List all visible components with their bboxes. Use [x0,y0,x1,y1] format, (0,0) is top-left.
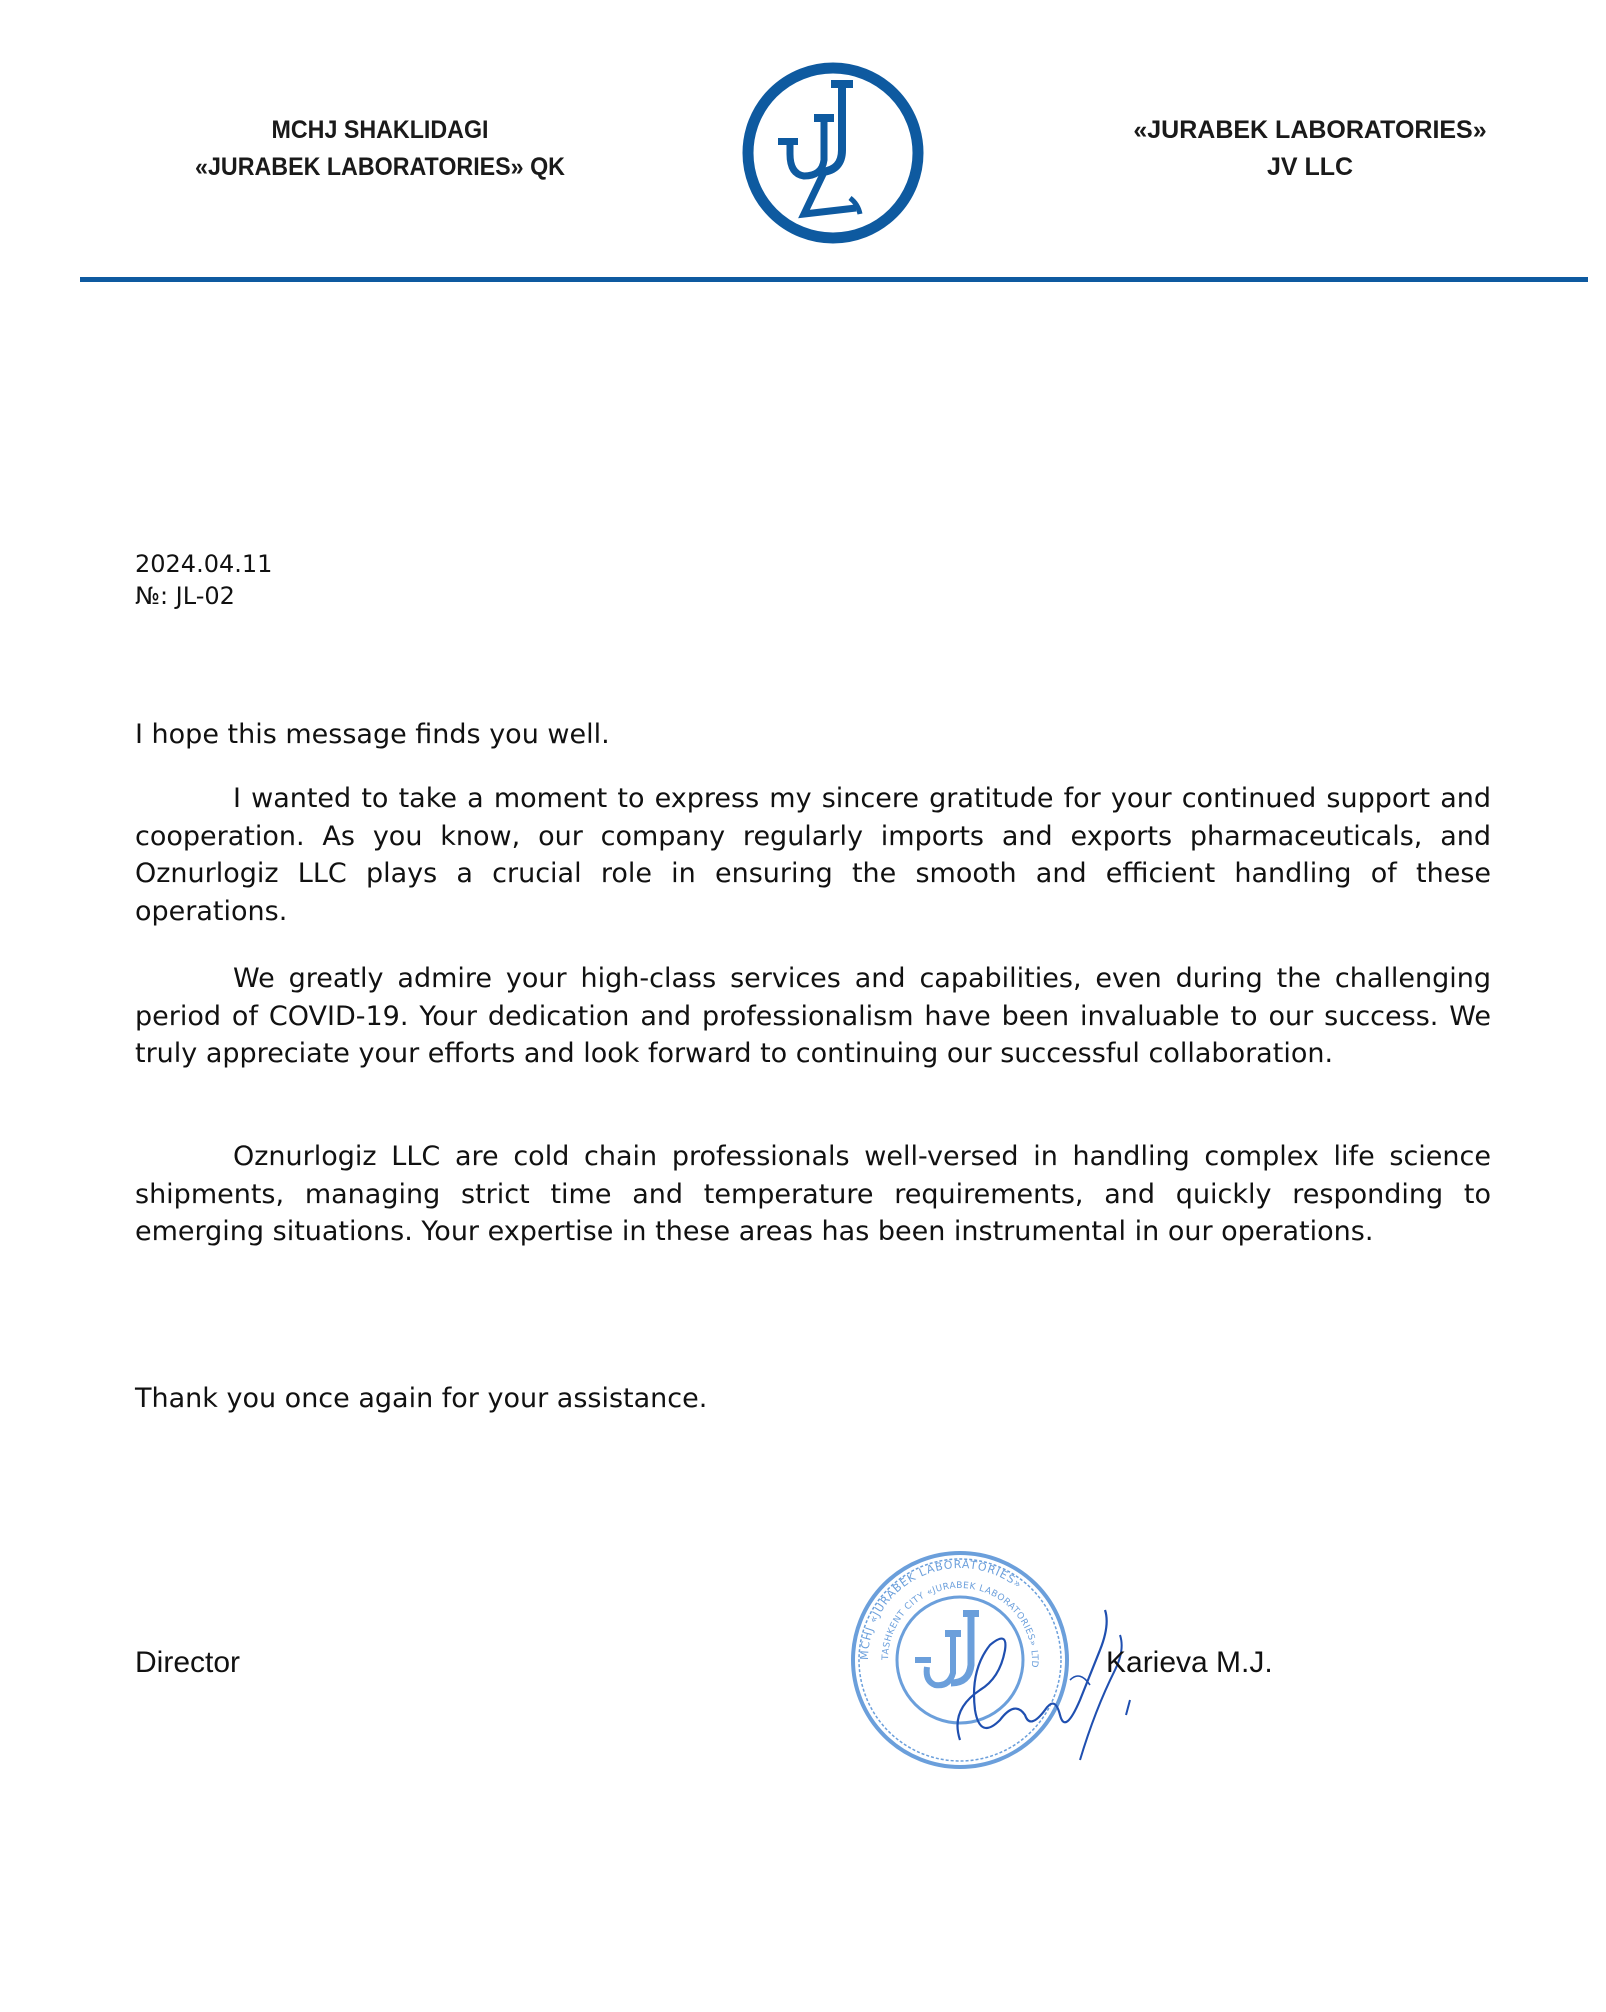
paragraph-3: Oznurlogiz LLC are cold chain professionals well-versed in handling complex life science shipments, managing strict time and temperature requirements, and quickly responding to emerging situations. Your expertise in these areas has been instrumental in our operations. [135,1141,1491,1247]
letter-number: №: JL-02 [135,582,235,610]
greeting: I hope this message finds you well. [135,719,610,750]
stamp-outer-text: MCHJ «JURABEK LABORATORIES» [857,1557,1025,1661]
letterhead-right-line1: «JURABEK LABORATORIES» [1133,116,1487,144]
closing: Thank you once again for your assistance. [135,1383,708,1414]
signatory-name: Karieva M.J. [1106,1646,1273,1679]
letterhead-left-name [148,112,613,186]
letter-meta [135,548,272,612]
letterhead-left-line2: «JURABEK LABORATORIES» QK [195,153,565,181]
letterhead-left-line1: MCHJ SHAKLIDAGI [271,116,489,144]
header-divider [80,277,1588,282]
handwritten-signature-icon [930,1590,1150,1770]
stamp-inner-text: TASHKENT CITY «JURABEK LABORATORIES» LTD [880,1580,1040,1669]
paragraph-2: We greatly admire your high-class services and capabilities, even during the challenging period of COVID-19. Your dedication and professionalism have been invaluable to our success. We truly appreciate your efforts and look forward to continuing our successful collaboration. [135,963,1491,1069]
letterhead-right-line2: JV LLC [1266,153,1354,181]
paragraph-1: I wanted to take a moment to express my sincere gratitude for your continued support and cooperation. As you know, our company regularly imports and exports pharmaceuticals, and Oznurlogiz LLC plays a crucial role in ensuring the smooth and efficient handling of these operations. [135,783,1491,927]
signatory-title: Director [135,1646,241,1679]
letterhead-right-name [1060,112,1560,186]
letter-date: 2024.04.11 [135,550,273,578]
jl-logo-icon [738,58,928,248]
